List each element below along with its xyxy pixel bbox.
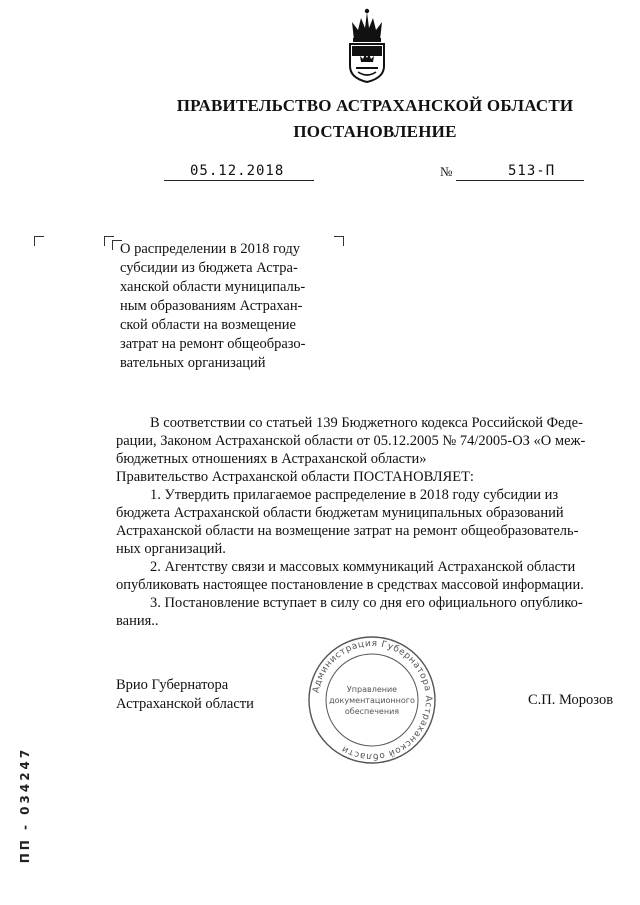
subject-line: ханской области муниципаль- bbox=[120, 279, 306, 295]
signer-position-line: Врио Губернатора bbox=[116, 677, 229, 693]
number-label: № bbox=[440, 164, 453, 179]
body-line: бюджетных отношениях в Астраханской области» bbox=[116, 451, 427, 467]
body-line: рации, Законом Астраханской области от 05.12.2005 № 74/2005-ОЗ «О меж- bbox=[116, 433, 586, 449]
signer-position-line: Астраханской области bbox=[116, 696, 254, 712]
signer-position bbox=[116, 676, 254, 714]
body-item-2 bbox=[116, 558, 618, 594]
serial-number-stamp bbox=[18, 740, 38, 870]
body-decree: Правительство Астраханской области ПОСТАНОВЛЯЕТ: bbox=[116, 469, 474, 485]
subject-line: затрат на ремонт общеобразо- bbox=[120, 336, 306, 352]
body-line: 3. Постановление вступает в силу со дня его официального опублико- bbox=[150, 595, 583, 611]
subject-line: О распределении в 2018 году bbox=[120, 241, 301, 257]
subject-line: субсидии из бюджета Астра- bbox=[120, 260, 298, 276]
svg-text:Управление: Управление bbox=[346, 685, 398, 694]
svg-text:Администрация Губернатора Астр: Администрация Губернатора Астраханской области bbox=[311, 638, 434, 762]
body-item-1 bbox=[116, 486, 618, 558]
seal-stamp-icon bbox=[306, 634, 438, 766]
serial-number: ПП - 034247 bbox=[18, 746, 32, 864]
margin-corner-mark bbox=[34, 236, 44, 246]
body-line: опубликовать настоящее постановление в средствах массовой информации. bbox=[116, 577, 584, 593]
body-item-3 bbox=[116, 594, 618, 630]
document-date: 05.12.2018 bbox=[190, 163, 285, 179]
body-line: В соответствии со статьей 139 Бюджетного кодекса Российской Феде- bbox=[150, 415, 583, 431]
body-line: 1. Утвердить прилагаемое распределение в 2018 году субсидии из bbox=[150, 487, 559, 503]
body-line: 2. Агентству связи и массовых коммуникаций Астраханской области bbox=[150, 559, 576, 575]
signer-name: С.П. Морозов bbox=[528, 692, 614, 708]
date-underline bbox=[164, 180, 314, 181]
body-line: ных организаций. bbox=[116, 541, 226, 557]
body-line: Астраханской области на возмещение затрат на ремонт общеобразователь- bbox=[116, 523, 579, 539]
body-paragraph-preamble bbox=[116, 414, 618, 486]
subject-line: ской области на возмещение bbox=[120, 317, 296, 333]
document-subject bbox=[120, 240, 336, 373]
coat-of-arms-icon bbox=[344, 6, 390, 84]
subject-line: ным образованиям Астрахан- bbox=[120, 298, 303, 314]
document-number: 513-П bbox=[508, 163, 556, 179]
body-line: бюджета Астраханской области бюджетам муниципальных образований bbox=[116, 505, 564, 521]
document-type: ПОСТАНОВЛЕНИЕ bbox=[293, 122, 457, 141]
number-underline bbox=[456, 180, 584, 181]
subject-line: вательных организаций bbox=[120, 355, 266, 371]
body-line: вания.. bbox=[116, 613, 159, 629]
svg-text:документационного: документационного bbox=[329, 696, 415, 705]
svg-text:обеспечения: обеспечения bbox=[344, 707, 400, 716]
organization-title: ПРАВИТЕЛЬСТВО АСТРАХАНСКОЙ ОБЛАСТИ bbox=[176, 96, 574, 115]
